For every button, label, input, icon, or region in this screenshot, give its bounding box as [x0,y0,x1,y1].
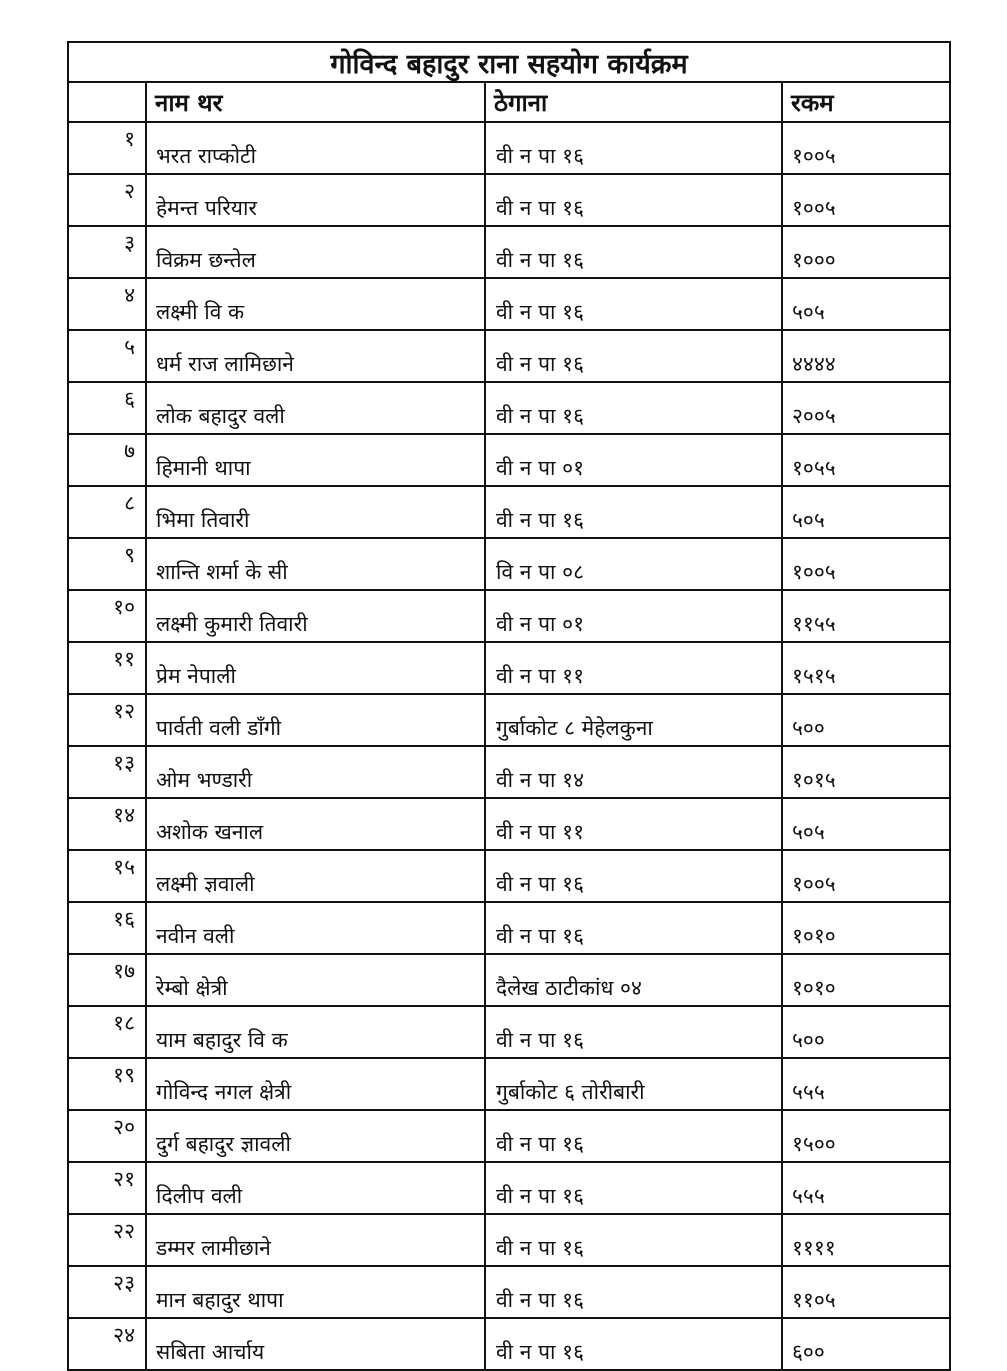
address-cell: वी न पा १६ [485,1110,782,1162]
name-cell: रेम्बो क्षेत्री [146,954,485,1006]
serial-cell: ८ [68,486,146,538]
table-row [68,174,950,226]
table-row [68,434,950,486]
serial-cell: २२ [68,1214,146,1266]
name-cell: हेमन्त परियार [146,174,485,226]
serial-cell: २३ [68,1266,146,1318]
header-name: नाम थर [146,82,485,122]
amount-cell: ५०५ [782,278,950,330]
amount-cell: ५०५ [782,486,950,538]
name-cell: लक्ष्मी ज्ञवाली [146,850,485,902]
address-cell: वी न पा १६ [485,850,782,902]
serial-cell: २ [68,174,146,226]
address-cell: वी न पा १४ [485,746,782,798]
name-cell: भरत राप्कोटी [146,122,485,174]
table-row [68,902,950,954]
name-cell: लक्ष्मी वि क [146,278,485,330]
amount-cell: १५१५ [782,642,950,694]
name-cell: दुर्ग बहादुर ज्ञावली [146,1110,485,1162]
address-cell: वि न पा ०८ [485,538,782,590]
address-cell: वी न पा १६ [485,382,782,434]
amount-cell: १००५ [782,538,950,590]
table-row [68,122,950,174]
table-row [68,1318,950,1370]
amount-cell: ५५५ [782,1162,950,1214]
address-cell: वी न पा १६ [485,278,782,330]
amount-cell: ५०० [782,694,950,746]
header-row [68,82,950,122]
serial-cell: ५ [68,330,146,382]
amount-cell: १०१० [782,954,950,1006]
table-row [68,694,950,746]
amount-cell: ११०५ [782,1266,950,1318]
serial-cell: २१ [68,1162,146,1214]
address-cell: वी न पा १६ [485,122,782,174]
serial-cell: १९ [68,1058,146,1110]
contribution-table [67,41,951,1371]
amount-cell: २००५ [782,382,950,434]
name-cell: नवीन वली [146,902,485,954]
table-row [68,642,950,694]
address-cell: वी न पा १६ [485,1318,782,1370]
serial-cell: ९ [68,538,146,590]
name-cell: लक्ष्मी कुमारी तिवारी [146,590,485,642]
name-cell: सबिता आर्चाय [146,1318,485,1370]
serial-cell: ३ [68,226,146,278]
table-row [68,746,950,798]
address-cell: वी न पा ११ [485,642,782,694]
name-cell: पार्वती वली डाँगी [146,694,485,746]
address-cell: गुर्बाकोट ८ मेहेलकुना [485,694,782,746]
serial-cell: १५ [68,850,146,902]
address-cell: वी न पा १६ [485,1162,782,1214]
name-cell: गोविन्द नगल क्षेत्री [146,1058,485,1110]
amount-cell: ४४४४ [782,330,950,382]
name-cell: दिलीप वली [146,1162,485,1214]
address-cell: वी न पा ०१ [485,434,782,486]
name-cell: भिमा तिवारी [146,486,485,538]
address-cell: वी न पा ११ [485,798,782,850]
amount-cell: १००० [782,226,950,278]
amount-cell: १०१५ [782,746,950,798]
table-row [68,1214,950,1266]
name-cell: अशोक खनाल [146,798,485,850]
address-cell: वी न पा १६ [485,902,782,954]
address-cell: वी न पा १६ [485,1266,782,1318]
table-row [68,1110,950,1162]
table-row [68,590,950,642]
table-row [68,1162,950,1214]
table-row [68,798,950,850]
name-cell: ओम भण्डारी [146,746,485,798]
table-row [68,330,950,382]
address-cell: वी न पा १६ [485,486,782,538]
address-cell: गुर्बाकोट ६ तोरीबारी [485,1058,782,1110]
amount-cell: ५०५ [782,798,950,850]
name-cell: धर्म राज लामिछाने [146,330,485,382]
header-amount: रकम [782,82,950,122]
header-serial [68,82,146,122]
table-row [68,954,950,1006]
header-address: ठेगाना [485,82,782,122]
amount-cell: ५०० [782,1006,950,1058]
amount-cell: ५५५ [782,1058,950,1110]
address-cell: वी न पा १६ [485,1006,782,1058]
address-cell: वी न पा १६ [485,226,782,278]
serial-cell: ११ [68,642,146,694]
name-cell: शान्ति शर्मा के सी [146,538,485,590]
serial-cell: १३ [68,746,146,798]
name-cell: मान बहादुर थापा [146,1266,485,1318]
name-cell: याम बहादुर वि क [146,1006,485,1058]
amount-cell: १५०० [782,1110,950,1162]
serial-cell: ६ [68,382,146,434]
serial-cell: ७ [68,434,146,486]
table-row [68,226,950,278]
address-cell: वी न पा १६ [485,330,782,382]
table-body [68,42,950,1370]
serial-cell: १० [68,590,146,642]
serial-cell: २४ [68,1318,146,1370]
amount-cell: ११११ [782,1214,950,1266]
serial-cell: १२ [68,694,146,746]
table-row [68,486,950,538]
page-title: गोविन्द बहादुर राना सहयोग कार्यक्रम [68,42,950,82]
amount-cell: १००५ [782,122,950,174]
name-cell: विक्रम छन्तेल [146,226,485,278]
serial-cell: १ [68,122,146,174]
table-row [68,278,950,330]
name-cell: हिमानी थापा [146,434,485,486]
amount-cell: ११५५ [782,590,950,642]
table-row [68,1006,950,1058]
name-cell: प्रेम नेपाली [146,642,485,694]
address-cell: वी न पा १६ [485,174,782,226]
serial-cell: १६ [68,902,146,954]
name-cell: डम्मर लामीछाने [146,1214,485,1266]
amount-cell: १०१० [782,902,950,954]
serial-cell: १४ [68,798,146,850]
amount-cell: ६०० [782,1318,950,1370]
address-cell: दैलेख ठाटीकांध ०४ [485,954,782,1006]
table-row [68,382,950,434]
serial-cell: २० [68,1110,146,1162]
table-row [68,1266,950,1318]
address-cell: वी न पा १६ [485,1214,782,1266]
serial-cell: १७ [68,954,146,1006]
table-row [68,850,950,902]
address-cell: वी न पा ०१ [485,590,782,642]
title-row [68,42,950,82]
amount-cell: १०५५ [782,434,950,486]
serial-cell: १८ [68,1006,146,1058]
table-row [68,1058,950,1110]
table-row [68,538,950,590]
amount-cell: १००५ [782,174,950,226]
name-cell: लोक बहादुर वली [146,382,485,434]
serial-cell: ४ [68,278,146,330]
amount-cell: १००५ [782,850,950,902]
